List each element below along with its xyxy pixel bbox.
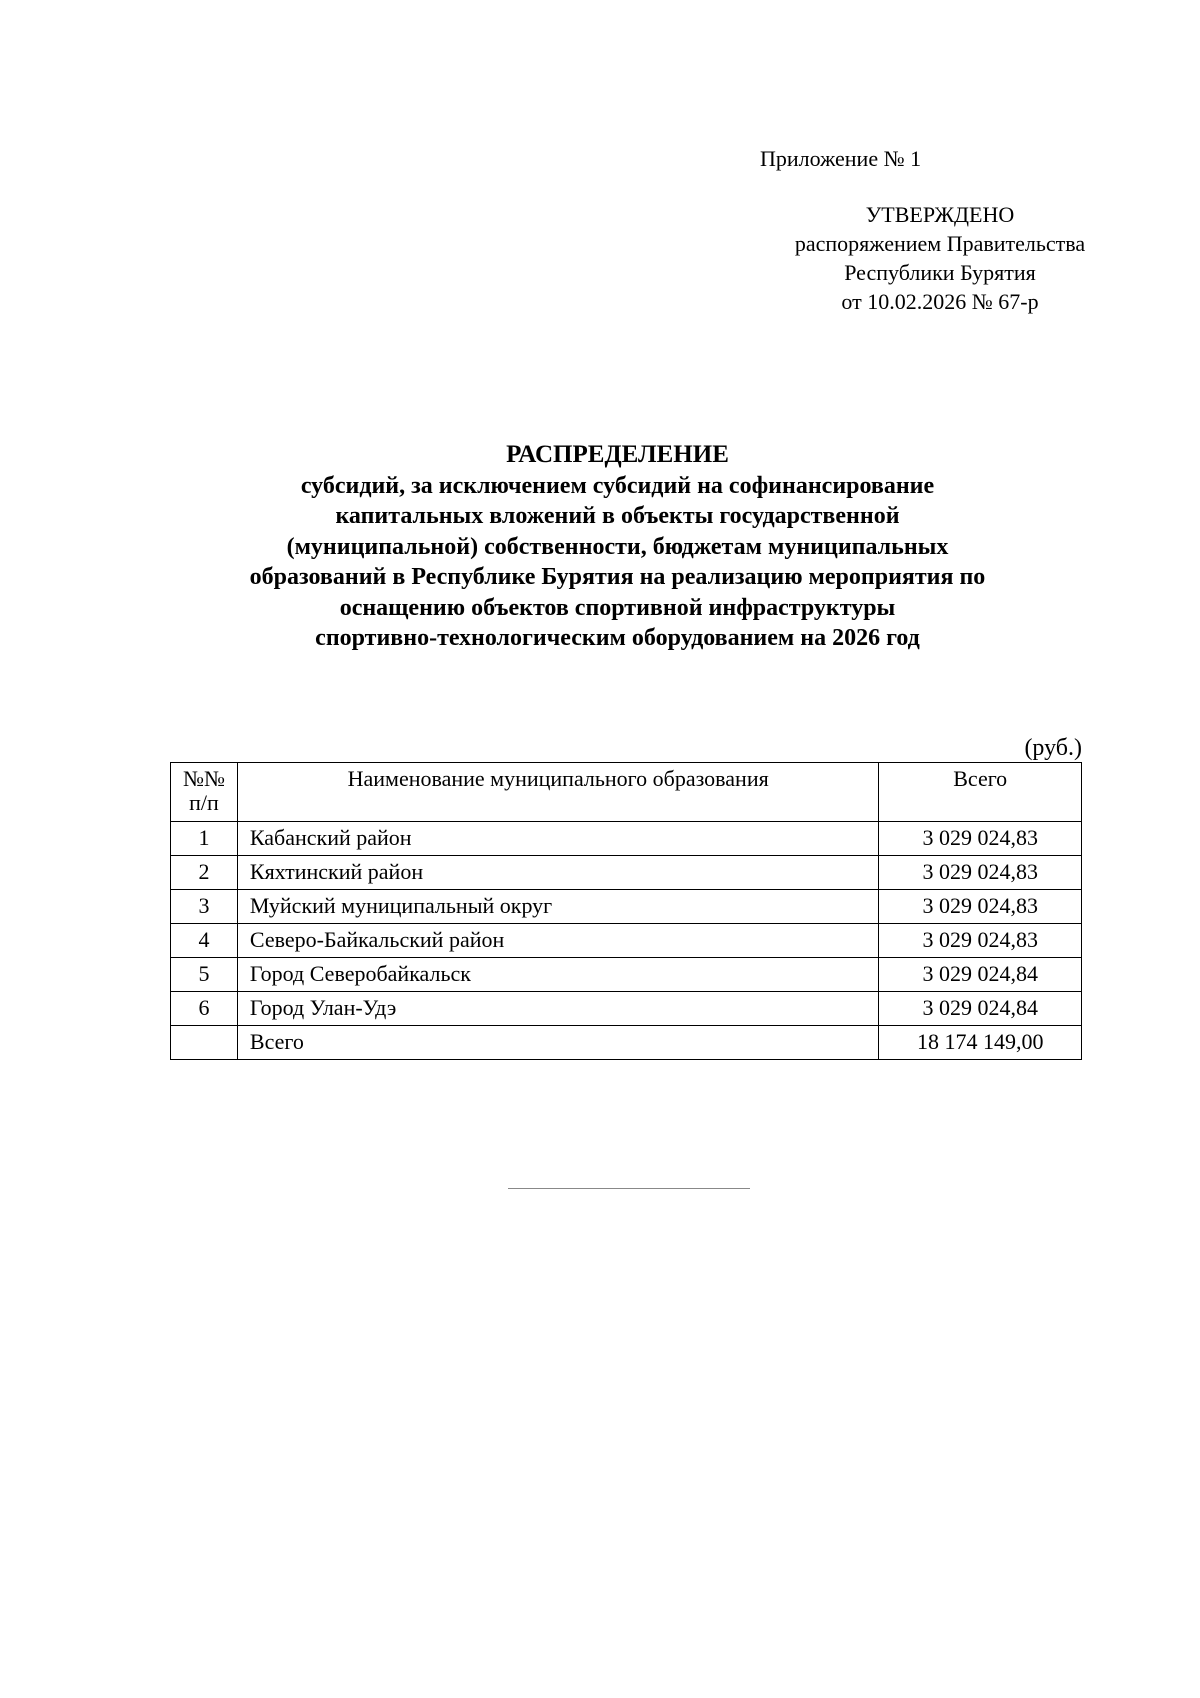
title-line-2: капитальных вложений в объекты государственной	[335, 503, 900, 529]
total-row-total: 18 174 149,00	[879, 1026, 1082, 1060]
table-row	[171, 856, 1082, 890]
approved-date: от 10.02.2026 № 67-р	[841, 289, 1039, 314]
row-total: 3 029 024,84	[879, 992, 1082, 1026]
row-name: Кабанский район	[237, 822, 879, 856]
title-main: РАСПРЕДЕЛЕНИЕ	[506, 441, 729, 468]
appendix-label: Приложение № 1	[760, 146, 922, 171]
title-line-5: оснащению объектов спортивной инфраструктуры	[339, 594, 896, 621]
table-row	[171, 822, 1082, 856]
approved-by-line-1: распоряжением Правительства	[794, 231, 1086, 256]
title-line-6: спортивно-технологическим оборудованием на 2026 год	[315, 625, 920, 651]
title-line-3: (муниципальной) собственности, бюджетам муниципальных	[286, 533, 949, 560]
title-line-1: субсидий, за исключением субсидий на софинансирование	[300, 472, 935, 499]
row-num: 6	[171, 992, 238, 1026]
row-total: 3 029 024,83	[879, 890, 1082, 924]
approval-block	[740, 200, 1140, 316]
table-header-row	[171, 763, 1082, 822]
row-name: Кяхтинский район	[237, 856, 879, 890]
row-name: Муйский муниципальный округ	[237, 890, 879, 924]
table-row	[171, 992, 1082, 1026]
header-num-line-2: п/п	[189, 790, 219, 815]
document-title	[150, 440, 1085, 654]
distribution-table	[170, 762, 1082, 1060]
total-row-num	[171, 1026, 238, 1060]
title-line-4: образований в Республике Бурятия на реализацию мероприятия по	[249, 564, 986, 590]
table-row	[171, 890, 1082, 924]
row-num: 3	[171, 890, 238, 924]
units-label: (руб.)	[1024, 735, 1082, 761]
end-separator-line	[508, 1188, 750, 1189]
table-row	[171, 924, 1082, 958]
row-total: 3 029 024,83	[879, 924, 1082, 958]
table-row	[171, 958, 1082, 992]
row-name: Северо-Байкальский район	[237, 924, 879, 958]
row-name: Город Северобайкальск	[237, 958, 879, 992]
row-num: 1	[171, 822, 238, 856]
approved-by-line-2: Республики Бурятия	[844, 260, 1036, 285]
header-num-line-1: №№	[182, 766, 225, 791]
header-num	[171, 763, 238, 822]
header-name: Наименование муниципального образования	[237, 763, 879, 822]
row-num: 5	[171, 958, 238, 992]
approved-stamp-text: УТВЕРЖДЕНО	[865, 202, 1015, 227]
header-total: Всего	[879, 763, 1082, 822]
total-row-name: Всего	[237, 1026, 879, 1060]
row-total: 3 029 024,84	[879, 958, 1082, 992]
table-total-row	[171, 1026, 1082, 1060]
row-num: 2	[171, 856, 238, 890]
row-total: 3 029 024,83	[879, 856, 1082, 890]
row-num: 4	[171, 924, 238, 958]
row-name: Город Улан-Удэ	[237, 992, 879, 1026]
row-total: 3 029 024,83	[879, 822, 1082, 856]
